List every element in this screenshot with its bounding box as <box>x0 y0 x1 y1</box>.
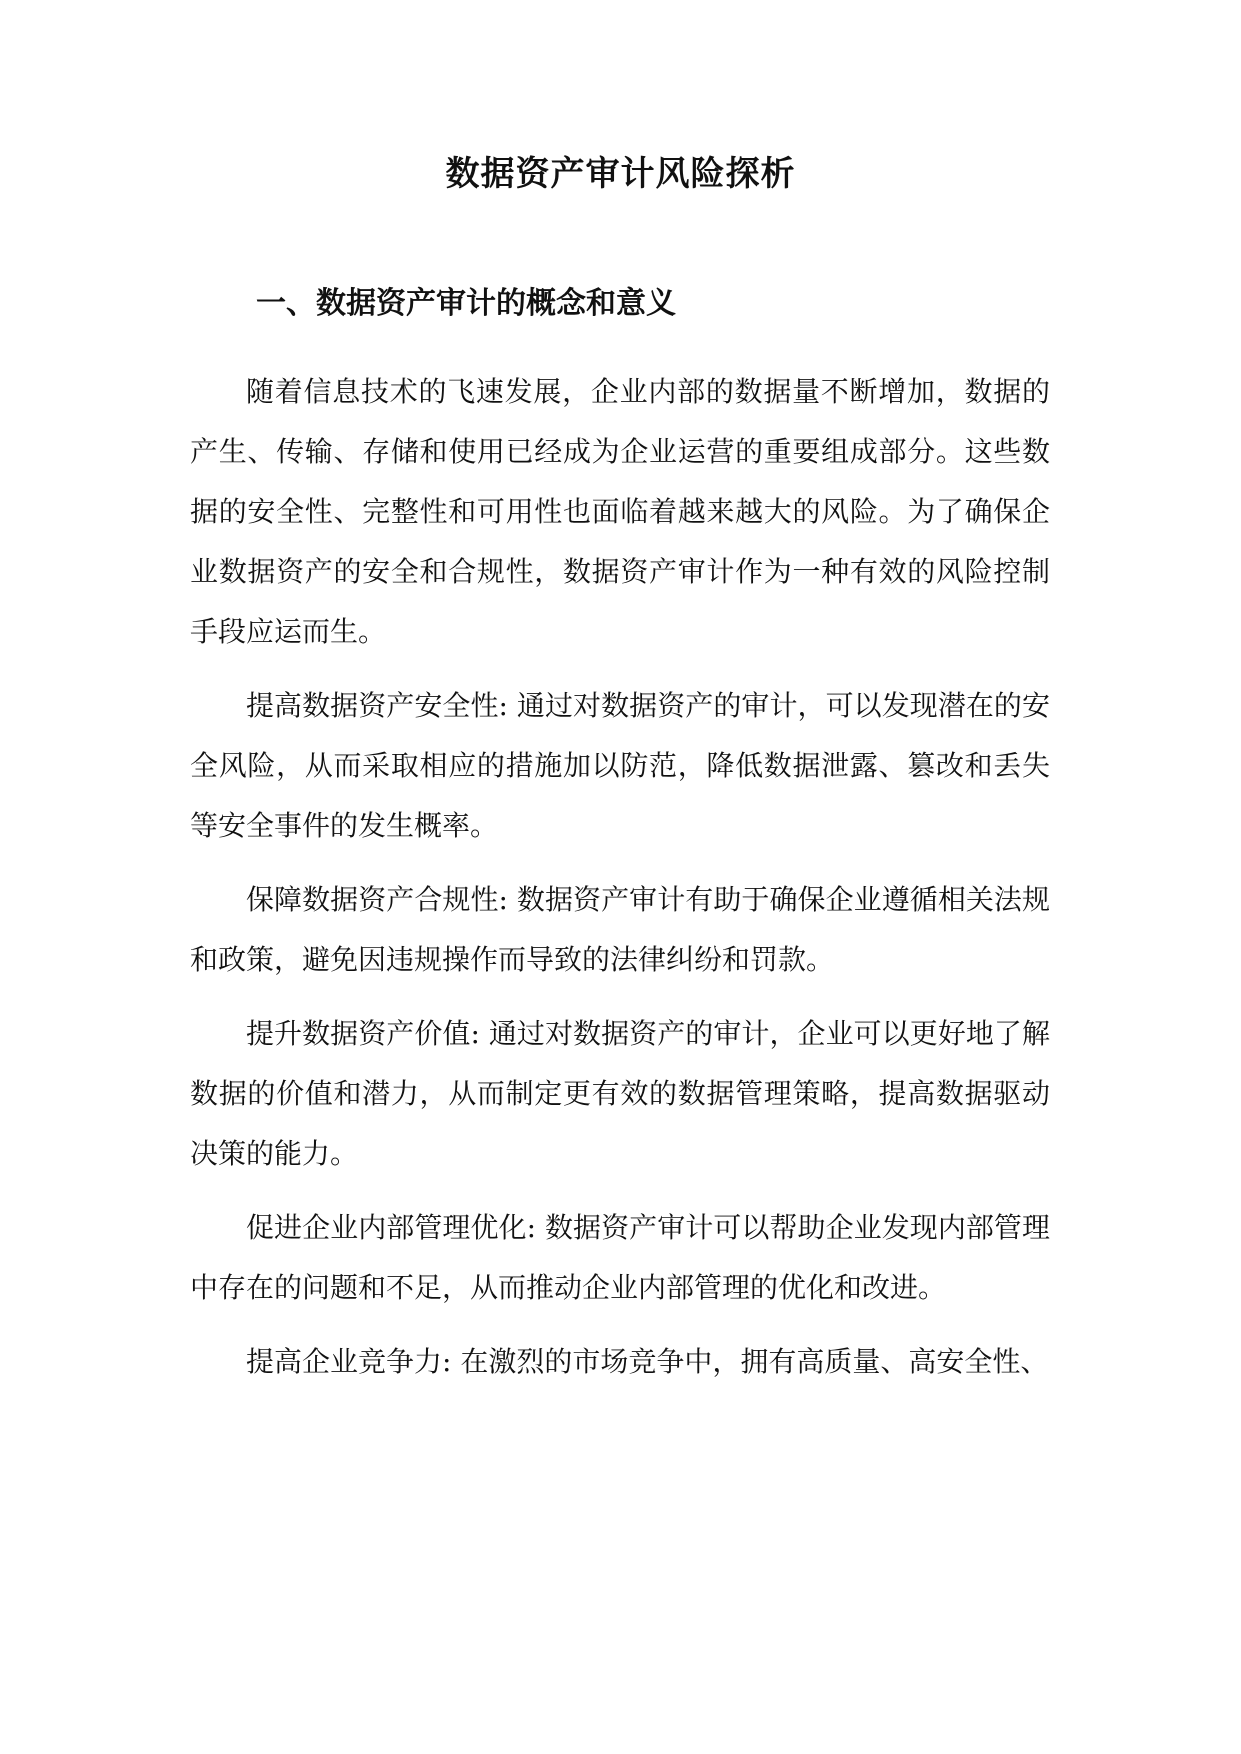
document-title: 数据资产审计风险探析 <box>445 154 796 194</box>
section-heading: 一、数据资产审计的概念和意义 <box>256 286 676 321</box>
paragraph-compliance: 保障数据资产合规性: 数据资产审计有助于确保企业遵循相关法规和政策，避免因违规操作而导致的法律纠纷和罚款。 <box>190 883 1050 976</box>
body-text <box>190 362 1050 1406</box>
paragraph-management: 促进企业内部管理优化: 数据资产审计可以帮助企业发现内部管理中存在的问题和不足，从而推动企业内部管理的优化和改进。 <box>190 1211 1050 1304</box>
paragraph-value: 提升数据资产价值: 通过对数据资产的审计，企业可以更好地了解数据的价值和潜力，从而制定更有效的数据管理策略，提高数据驱动决策的能力。 <box>190 1017 1050 1170</box>
paragraph-competitiveness: 提高企业竞争力: 在激烈的市场竞争中，拥有高质量、高安全性、 <box>246 1345 1049 1378</box>
paragraph-intro: 随着信息技术的飞速发展，企业内部的数据量不断增加，数据的产生、传输、存储和使用已经成为企业运营的重要组成部分。这些数据的安全性、完整性和可用性也面临着越来越大的风险。为了确保企业数据资产的安全和合规性，数据资产审计作为一种有效的风险控制手段应运而生。 <box>190 375 1050 648</box>
paragraph-security: 提高数据资产安全性: 通过对数据资产的审计，可以发现潜在的安全风险，从而采取相应的措施加以防范，降低数据泄露、篡改和丢失等安全事件的发生概率。 <box>190 689 1050 842</box>
